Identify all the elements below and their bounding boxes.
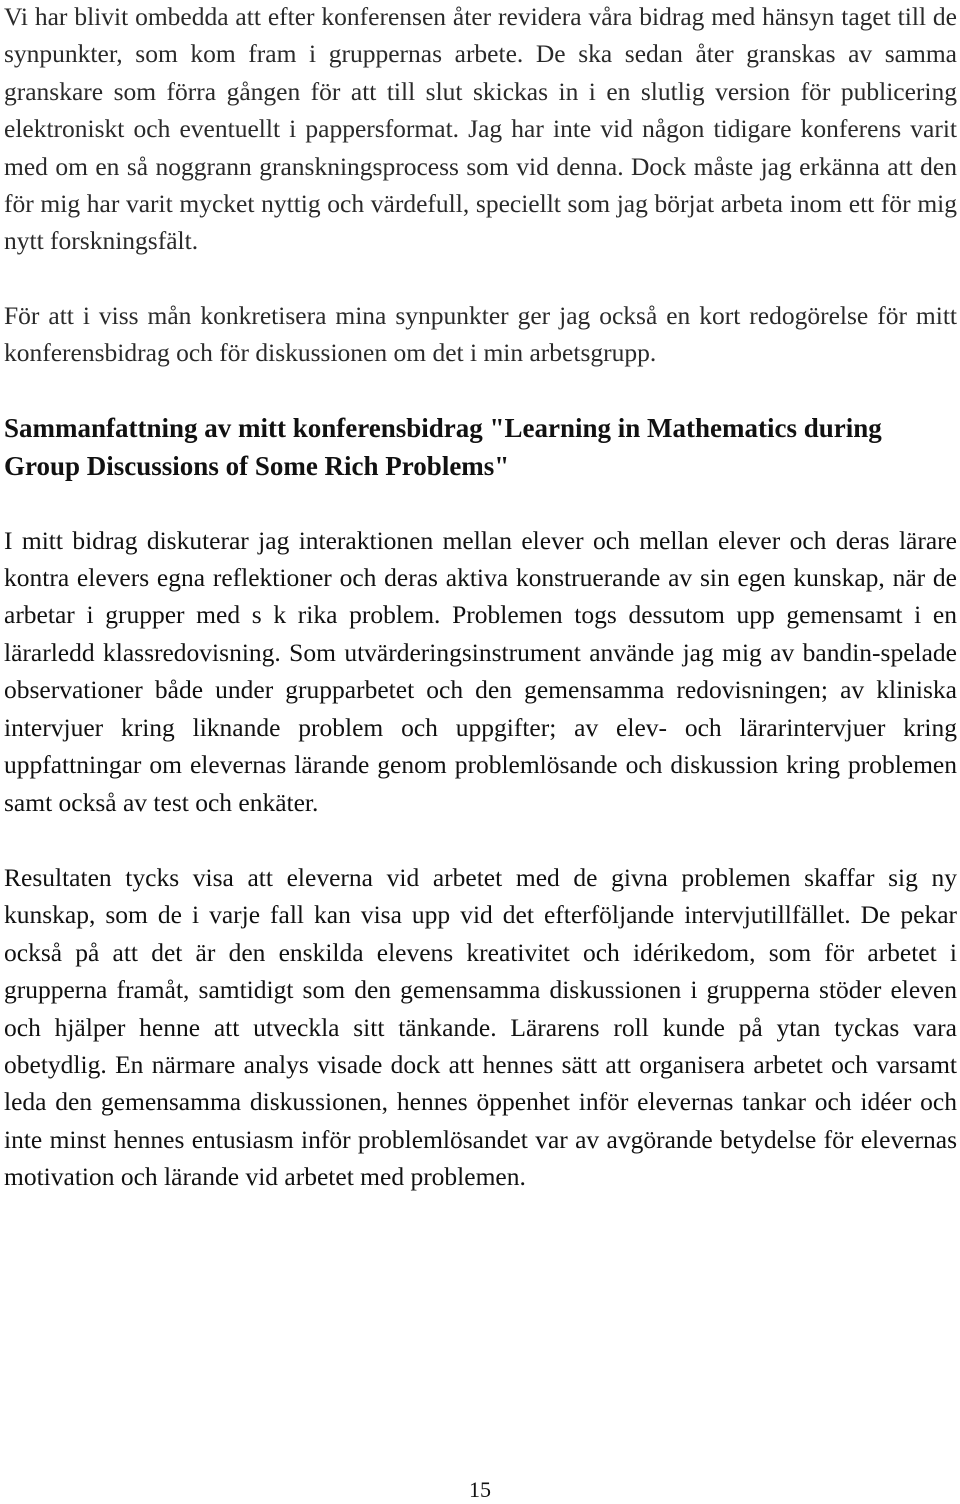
concretization-paragraph: För att i viss mån konkretisera mina synpunkter ger jag också en kort redogörelse för mitt konferensbidrag och för diskussionen om det i min arbetsgrupp. (4, 300, 957, 368)
document-page (4, 0, 957, 1196)
summary-paragraph: I mitt bidrag diskuterar jag interaktionen mellan elever och mellan elever och deras lärare kontra elevers egna reflektioner och deras aktiva konstruerande av sin egen kunskap, när de arbetar i grupper med s k rika problem. Problemen togs dessutom upp gemensamt i en lärarledd klassredovisning. Som utvärderingsinstrument använde jag mig av bandin-spelade observationer både under grupparbetet och den gemensamma redovisningen; av kliniska intervjuer kring liknande problem och uppgifter; av elev- och lärarintervjuer kring uppfattningar om elevernas lärande genom problemlösande och diskussion kring problemen samt också av test och enkäter. (4, 525, 957, 817)
intro-paragraph: Vi har blivit ombedda att efter konferensen åter revidera våra bidrag med hänsyn taget till de synpunkter, som kom fram i gruppernas arbete. De ska sedan åter granskas av samma granskare som förra gången för att till slut skickas in i en slutlig version för publicering elektroniskt och eventuellt i pappersformat. Jag har inte vid någon tidigare konferens varit med om en så noggrann granskningsprocess som vid denna. Dock måste jag erkänna att den för mig har varit mycket nyttig och värdefull, speciellt som jag börjat arbeta inom ett för mig nytt forskningsfält. (4, 2, 957, 256)
results-paragraph: Resultaten tycks visa att eleverna vid arbetet med de givna problemen skaffar sig ny kunskap, som de i varje fall kan visa upp vid det efterföljande intervjutillfället. De pekar också på att det är den enskilda elevens kreativitet och idérikedom, som för arbetet i grupperna framåt, samtidigt som den gemensamma diskussionen i grupperna stöder eleven och hjälper henne att utveckla sitt tänkande. Lärarens roll kunde på ytan tyckas vara obetydlig. En närmare analys visade dock att hennes sätt att organisera arbetet och varsamt leda den gemensamma diskussionen, hennes öppenhet inför elevernas tankar och idéer och inte minst hennes entusiasm inför problemlösandet var av avgörande betydelse för elevernas motivation och lärande vid arbetet med problemen. (4, 862, 957, 1192)
section-heading: Sammanfattning av mitt konferensbidrag "Learning in Mathematics during Group Discussions of Some Rich Problems" (4, 412, 882, 481)
page-number: 15 (469, 1477, 491, 1502)
